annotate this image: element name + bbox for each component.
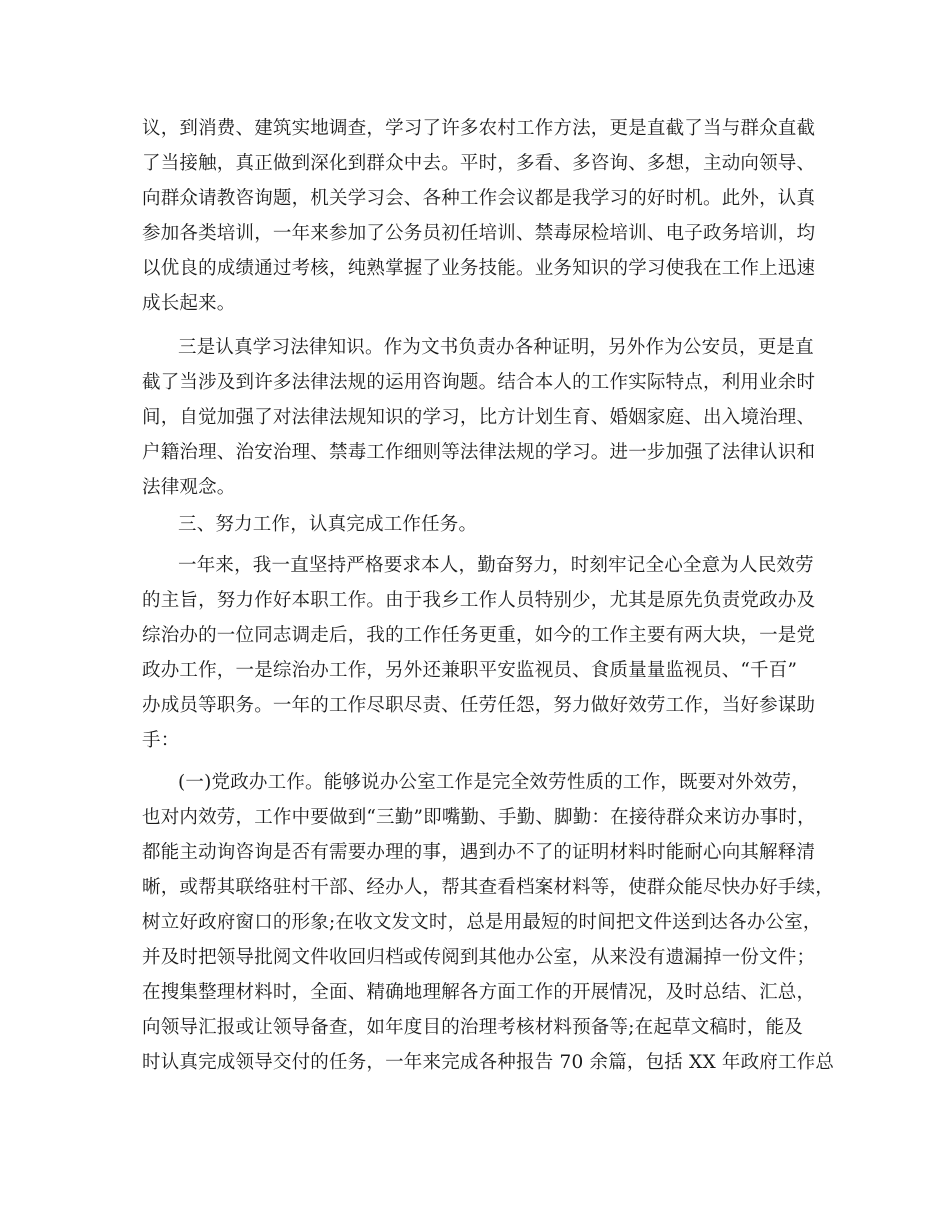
text-line: 晰，或帮其联络驻村干部、经办人，帮其查看档案材料等，使群众能尽快办好手续， [142,877,834,898]
paragraph-first-line: (一)党政办工作。能够说办公室工作是完全效劳性质的工作，既要对外效劳， [178,772,810,793]
text-line: 时认真完成领导交付的任务，一年来完成各种报告 70 余篇，包括 XX 年政府工作总 [142,1052,835,1073]
text-line: 向领导汇报或让领导备查，如年度目的治理考核材料预备等;在起草文稿时，能及 [142,1017,803,1038]
text-line: 也对内效劳，工作中要做到“三勤”即嘴勤、手勤、脚勤：在接待群众来访办事时， [142,807,816,828]
text-line: 的主旨，努力作好本职工作。由于我乡工作人员特别少，尤其是原先负责党政办及 [142,590,816,611]
text-line: 成长起来。 [142,293,236,314]
text-line: 间，自觉加强了对法律法规知识的学习，比方计划生育、婚姻家庭、出入境治理、 [142,407,816,428]
section-heading: 三、努力工作，认真完成工作任务。 [178,514,478,535]
paragraph-first-line: 三是认真学习法律知识。作为文书负责办各种证明，另外作为公安员，更是直 [178,337,814,358]
text-line: 了当接触，真正做到深化到群众中去。平时，多看、多咨询、多想，主动向领导、 [142,153,816,174]
text-line: 并及时把领导批阅文件收回归档或传阅到其他办公室，从来没有遗漏掉一份文件； [142,947,816,968]
text-line: 综治办的一位同志调走后，我的工作任务更重，如今的工作主要有两大块，一是党 [142,625,816,646]
text-line: 截了当涉及到许多法律法规的运用咨询题。结合本人的工作实际特点，利用业余时 [142,372,816,393]
text-line: 向群众请教咨询题，机关学习会、各种工作会议都是我学习的好时机。此外，认真 [142,188,816,209]
text-line: 户籍治理、治安治理、禁毒工作细则等法律法规的学习。进一步加强了法律认识和 [142,442,816,463]
text-line: 树立好政府窗口的形象;在收文发文时，总是用最短的时间把文件送到达各办公室， [142,912,822,933]
text-line: 以优良的成绩通过考核，纯熟掌握了业务技能。业务知识的学习使我在工作上迅速 [142,258,816,279]
text-line: 政办工作，一是综治办工作，另外还兼职平安监视员、食质量量监视员、“千百” [142,660,798,681]
text-line: 参加各类培训，一年来参加了公务员初任培训、禁毒尿检培训、电子政务培训，均 [142,223,816,244]
text-line: 法律观念。 [142,477,236,498]
text-line: 议，到消费、建筑实地调查，学习了许多农村工作方法，更是直截了当与群众直截 [142,118,816,139]
text-line: 都能主动询咨询是否有需要办理的事，遇到办不了的证明材料时能耐心向其解释清 [142,842,816,863]
paragraph-first-line: 一年来，我一直坚持严格要求本人，勤奋努力，时刻牢记全心全意为人民效劳 [178,555,814,576]
text-line: 办成员等职务。一年的工作尽职尽责、任劳任怨，努力做好效劳工作，当好参谋助 [142,695,816,716]
text-line: 手： [142,730,180,751]
text-line: 在搜集整理材料时，全面、精确地理解各方面工作的开展情况，及时总结、汇总， [142,982,816,1003]
